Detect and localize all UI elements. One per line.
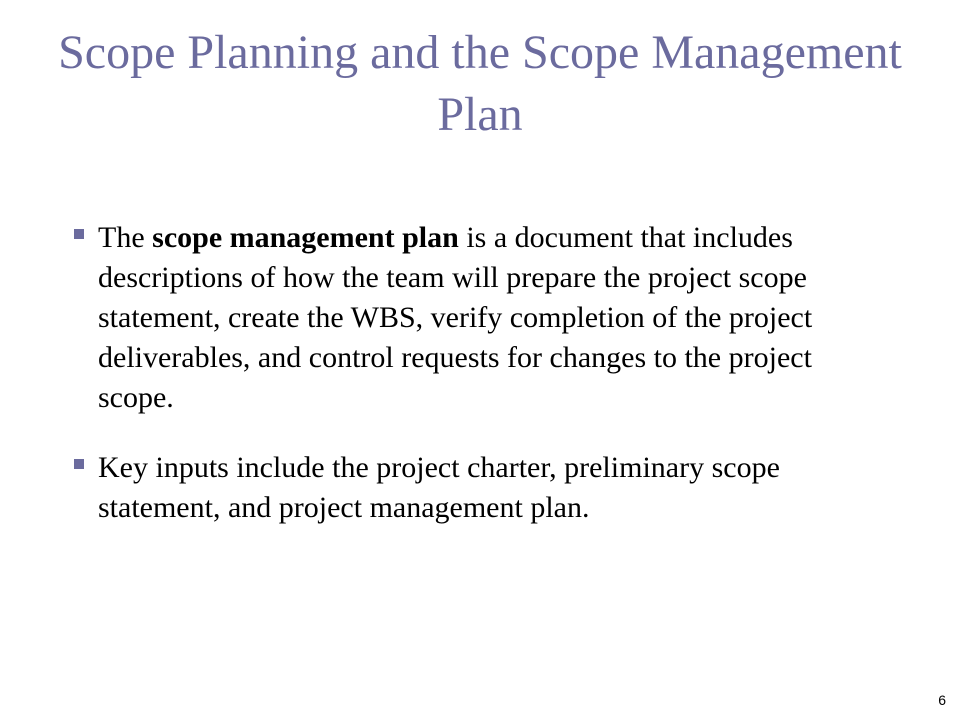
bullet-text-bold: scope management plan — [152, 221, 459, 254]
slide-title: Scope Planning and the Scope Management Plan — [58, 26, 902, 141]
square-bullet-icon — [74, 229, 84, 239]
square-bullet-icon — [74, 459, 84, 469]
bullet-item — [74, 448, 874, 528]
bullet-item — [74, 218, 874, 418]
bullet-list — [74, 218, 874, 558]
bullet-text-before: The — [98, 221, 153, 254]
bullet-text-before: Key inputs include the project charter, preliminary scope statement, and project management plan. — [98, 451, 780, 524]
bullet-text-after: is a document that includes descriptions of how the team will prepare the project scope statement, create the WBS, verify completion of the project deliverables, and control requests for changes to the project scope. — [98, 221, 813, 414]
page-number: 6 — [938, 692, 946, 708]
